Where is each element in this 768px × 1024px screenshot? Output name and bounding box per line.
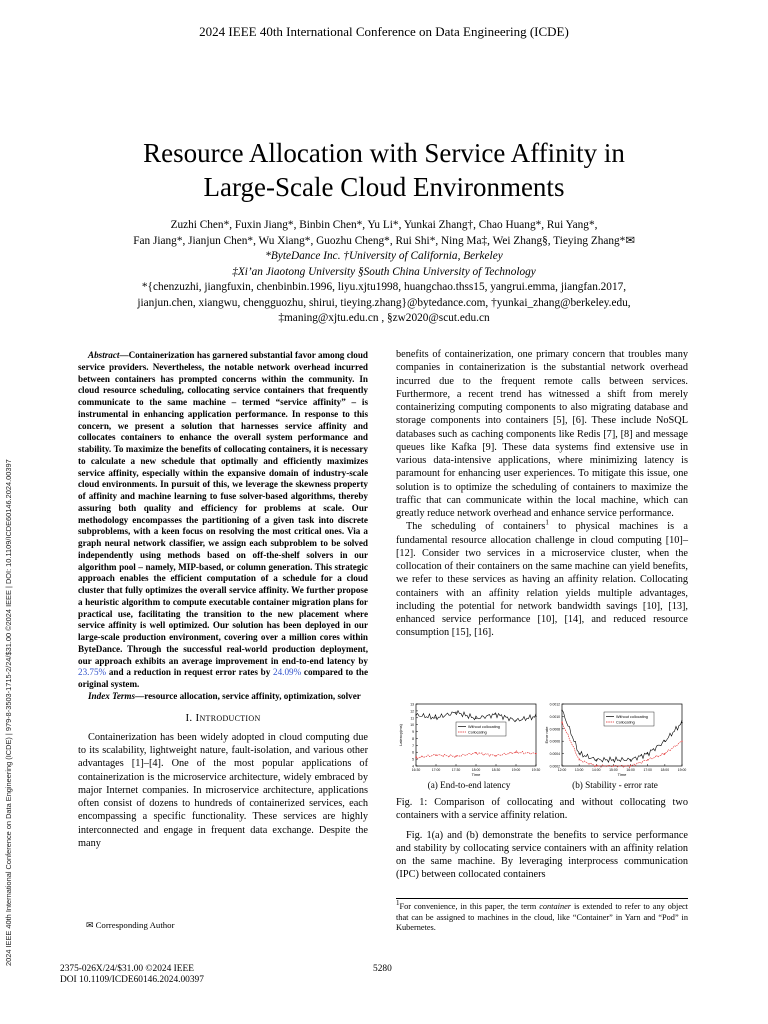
intro-paragraph: Containerization has been widely adopted in cloud computing due to its scalability, lightweight nature, fault-isolation, and various other advantages [1]–[4]. One of the most popular applications of containerization is the microservice architecture, widely embraced by major Internet companies. In microservice architecture, applications often consist of dozens to hundreds of containerized services, each encompassing a specific functionality. These services are highly interconnected and engage in frequent data exchange. Despite the many [78, 731, 368, 849]
x-tick-label: 14:00 [592, 768, 601, 772]
data-point [475, 718, 476, 719]
data-point [535, 753, 536, 754]
figure-caption-block [396, 796, 688, 882]
x-tick-label: 18:30 [491, 768, 501, 772]
data-point [495, 714, 496, 715]
y-tick-label: 0.0008 [549, 727, 560, 732]
data-point [630, 759, 631, 760]
x-axis-label: Time [471, 772, 481, 777]
legend-label-collocating: Collocating [468, 730, 487, 735]
x-tick-label: 16:30 [411, 768, 421, 772]
data-point [630, 765, 631, 766]
conference-header: 2024 IEEE 40th International Conference on Data Engineering (ICDE) [199, 24, 569, 39]
subcaption-a: (a) End-to-end latency [427, 780, 511, 790]
footnote-text-b: is extended to refer to any object that can be assigned to machines in the cloud, like “Container” in Yarn and “Pod” in Kubernetes. [396, 902, 688, 932]
y-tick-label: 6 [412, 750, 414, 755]
data-point [596, 765, 597, 766]
x-tick-label: 19:00 [677, 768, 687, 772]
x-axis-label: Time [617, 772, 627, 777]
y-tick-label: 10 [410, 723, 414, 728]
data-point [664, 753, 665, 754]
data-point [596, 759, 597, 760]
data-point [515, 752, 516, 753]
legend-label-without: Without collocating [616, 715, 648, 719]
right-paragraph-2 [396, 520, 688, 639]
index-terms-text: —resource allocation, service affinity, optimization, solver [135, 690, 361, 701]
series-collocating [562, 721, 682, 767]
paper-title [0, 136, 768, 204]
y-tick-label: 11 [410, 716, 414, 721]
data-point [435, 717, 436, 718]
abstract-text-2: and a reduction in request error rates by [106, 667, 274, 678]
footnote [396, 898, 688, 934]
right-paragraph-2-b: to physical machines is a fundamental resource allocation challenge in cloud computing [10]–[12]. Consider two services in a microservice cluster, when the collocation of their containers on the same machine can yield benefits, we refer to these services as having an affinity relation. Collocating containers with an affinity relation yields multiple advantages, including the potential for network bandwidth savings [10], [13], enhanced service performance [10], [14], and reduced resource consumption [15], [16]. [396, 521, 688, 639]
data-point [415, 714, 416, 715]
y-tick-label: 0.0004 [549, 752, 560, 757]
subcaption-b: (b) Stability - error rate [572, 780, 658, 790]
legend-label-without: Without collocating [468, 725, 500, 729]
data-point [681, 722, 682, 723]
x-tick-label: 17:00 [643, 768, 652, 772]
series-without-collocating [416, 711, 536, 722]
data-point [561, 722, 562, 723]
affiliations-line-2: ‡Xi’an Jiaotong University §South China University of Technology [232, 265, 536, 278]
y-tick-label: 9 [412, 730, 414, 735]
data-point [415, 757, 416, 758]
section-heading [78, 712, 368, 725]
left-column [78, 350, 368, 850]
figure-caption: Fig. 1: Comparison of collocating and without collocating two containers with a service affinity relation. [396, 797, 688, 822]
y-tick-label: 4 [412, 764, 414, 769]
data-point [535, 716, 536, 717]
emails-line-2: jianjun.chen, xiangwu, chengguozhu, shirui, tieying.zhang}@bytedance.com, †yunkai_zhang@berkeley.edu, [137, 296, 631, 309]
abstract-error-pct: 24.09% [273, 667, 302, 678]
legend-label-collocating: Collocating [616, 720, 635, 725]
y-tick-label: 5 [412, 757, 414, 762]
data-point [455, 712, 456, 713]
y-tick-label: 7 [412, 743, 414, 748]
y-tick-label: 0.0006 [549, 739, 560, 744]
data-point [435, 754, 436, 755]
x-tick-label: 17:30 [451, 768, 461, 772]
index-terms [78, 691, 368, 703]
authors-line-1: Zuzhi Chen*, Fuxin Jiang*, Binbin Chen*, Yu Li*, Yunkai Zhang†, Chao Huang*, Rui Yang*, [170, 219, 598, 231]
data-point [613, 765, 614, 766]
x-tick-label: 15:00 [609, 768, 618, 772]
section-number: I. [185, 711, 193, 724]
data-point [647, 753, 648, 754]
data-point [475, 752, 476, 753]
author-block [60, 218, 708, 327]
emails-line-3: ‡maning@xjtu.edu.cn , §zw2020@scut.edu.cn [278, 312, 490, 324]
data-point [495, 755, 496, 756]
data-point [579, 759, 580, 760]
copyright-block [60, 964, 204, 986]
abstract-latency-pct: 23.75% [78, 667, 107, 678]
affiliations-line-1: *ByteDance Inc. †University of California, Berkeley [265, 250, 503, 262]
x-tick-label: 16:00 [626, 768, 635, 772]
emails-line-1: *{chenzuzhi, jiangfuxin, chenbinbin.1996, liyu.xjtu1998, huangchao.thss15, yangrui.emma, jiangfan.2017, [141, 281, 627, 293]
section-name: Introduction [195, 711, 261, 724]
data-point [664, 741, 665, 742]
x-tick-label: 19:30 [531, 768, 541, 772]
figure-panel-a [396, 700, 542, 780]
data-point [681, 741, 682, 742]
copyright-line: 2375-026X/24/$31.00 ©2024 IEEE [60, 964, 194, 974]
footnote-term: container [539, 902, 572, 911]
x-tick-label: 18:00 [660, 768, 670, 772]
footnote-text-a: For convenience, in this paper, the term [399, 902, 540, 911]
footnote-marker: 1 [545, 518, 549, 527]
abstract-text-3: compared to the original system. [78, 667, 368, 689]
doi-line: DOI 10.1109/ICDE60146.2024.00397 [60, 975, 204, 985]
right-paragraph-3: Fig. 1(a) and (b) demonstrate the benefits to service performance and stability by collocating service containers with an affinity relation on the same machine. By leveraging interprocess communication (IPC) between collocated containers [396, 829, 688, 881]
x-tick-label: 19:00 [511, 768, 521, 772]
title-line-1: Resource Allocation with Service Affinity in [143, 138, 625, 168]
page-number: 5280 [373, 964, 392, 974]
index-terms-lead: Index Terms [88, 690, 136, 701]
right-paragraph-1: benefits of containerization, one primary concern that troubles many companies in containerization is the substantial network overhead incurred due to the frequent remote calls between services. Furthermore, a recent trend has witnessed a shift from merely containerizing computing components to also migrating database and storage components into containers [5], [6]. These include NoSQL databases such as caching components like Redis [7], [8] and message queues like Kafka [9]. These data systems find extensive use in various data-intensive applications, where minimizing latency is paramount for enhancing user experiences. To mitigate this issue, one solution is to optimize the scheduling of containers to maximize the traffic that can communicate within the local machine, which can greatly reduce network overhead and enhance service performance. [396, 349, 688, 519]
abstract-text-1: —Containerization has garnered substantial favor among cloud service providers. Nevertheless, the notable network overhead incurred between containers has prompted concerns within the community. In cloud resource scheduling, collocating service containers that frequently communicate to the same machine – termed “service affinity” – is instrumental in enhancing application performance. In response to this concern, we present a solution that harnesses service affinity and collocates containers to enhance the overall system performance and stability. To maximize the benefits of collocating containers, it is necessary to calculate a new schedule that optimally and efficiently maximizes service affinity, especially within the expansive domain of industry-scale cloud environments. In pursuit of this, we leverage the skewness property of affinity and machine learning to fuse solver-based algorithms, thereby assuring both quality and efficiency for problems at scale. Our methodology encompasses the partitioning of a given task into discrete subproblems, with a keen focus on resolving the most critical ones. Via a graph neural network classifier, we assign each subproblem to be solved independently using methods based on off-the-shelf solvers in our algorithm pool – namely, MIP-based, or column generation. This strategic approach enables the efficient computation of a schedule for a cloud cluster that fully optimizes the overall service affinity. We further propose a heuristic algorithm to compute executable container migration plans for practical use, facilitating the transition to the new placement where service affinity is well optimized. Our solution has been deployed in our large-scale production environment, covering over a million cores within ByteDance. Through the successful real-world production deployment, our approach exhibits an average improvement in end-to-end latency by [78, 350, 368, 666]
series-collocating [416, 751, 536, 759]
y-axis-label: Latency(ms) [398, 723, 403, 747]
right-column [396, 348, 688, 640]
y-tick-label: 13 [410, 702, 414, 707]
data-point [515, 720, 516, 721]
y-tick-label: 12 [410, 709, 414, 714]
title-line-2: Large-Scale Cloud Environments [203, 172, 565, 202]
x-tick-label: 13:00 [574, 768, 584, 772]
figure-panel-b [542, 700, 688, 780]
latency-chart [396, 700, 542, 780]
right-paragraph-2-a: The scheduling of containers [406, 521, 546, 533]
data-point [613, 759, 614, 760]
data-point [561, 710, 562, 711]
y-axis-label: Error rate [544, 726, 549, 744]
y-tick-label: 0.0010 [549, 714, 560, 719]
authors-line-2: Fan Jiang*, Jianjun Chen*, Wu Xiang*, Guozhu Cheng*, Rui Shi*, Ning Ma‡, Wei Zhang§, Tieying Zhang*✉ [133, 234, 635, 247]
y-tick-label: 8 [412, 736, 414, 741]
footnote-number: 1 [396, 899, 400, 908]
corresponding-author-note: ✉ Corresponding Author [86, 920, 175, 930]
x-tick-label: 12:00 [557, 768, 567, 772]
error-rate-chart [542, 700, 688, 780]
data-point [455, 756, 456, 757]
abstract [78, 350, 368, 691]
x-tick-label: 17:00 [431, 768, 441, 772]
x-tick-label: 18:00 [471, 768, 481, 772]
data-point [647, 759, 648, 760]
y-tick-label: 0.0012 [549, 702, 560, 707]
data-point [579, 753, 580, 754]
y-tick-label: 0.0002 [549, 764, 560, 769]
side-strip-doi: 2024 IEEE 40th International Conference on Data Engineering (ICDE) | 979-8-3503-1715-2/24/$31.00 ©2024 IEEE | DOI: 10.1109/ICDE60146.2024.00397 [4, 459, 13, 966]
abstract-lead: Abstract [88, 350, 120, 360]
